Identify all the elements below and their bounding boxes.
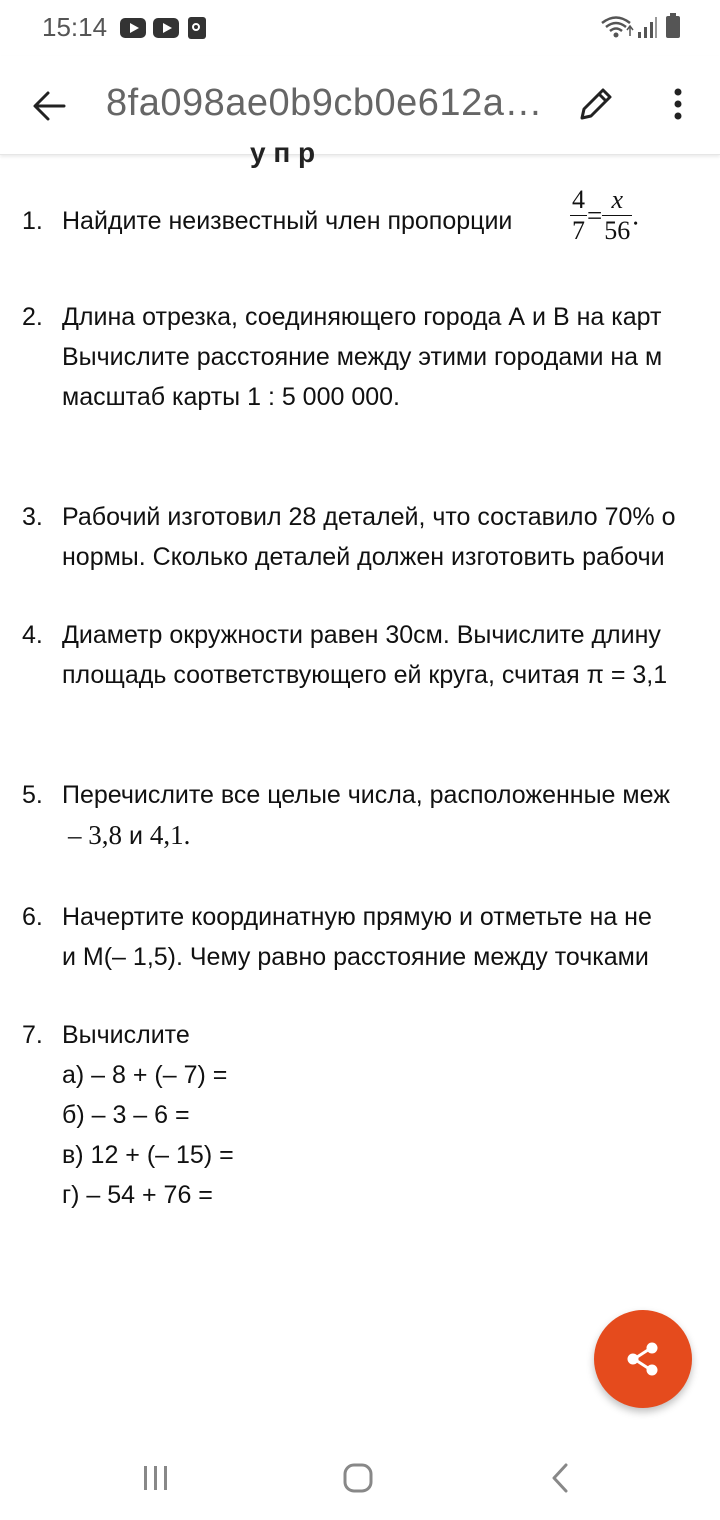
task-subitem-b: б) – 3 – 6 = — [62, 1101, 190, 1129]
task-item-4 — [0, 615, 720, 695]
task-subitem-c: в) 12 + (– 15) = — [62, 1141, 234, 1169]
status-time: 15:14 — [42, 12, 108, 42]
task-number: 5. — [22, 781, 43, 809]
system-nav-bar — [0, 1430, 720, 1520]
more-vertical-icon — [656, 82, 700, 126]
task-item-2 — [0, 297, 720, 417]
back-nav-button[interactable] — [540, 1458, 580, 1498]
cut-off-heading: у п р — [250, 137, 316, 168]
task-line: масштаб карты 1 : 5 000 000. — [62, 383, 401, 411]
task-line: Вычислите — [62, 1021, 190, 1049]
youtube-icon — [120, 18, 146, 38]
status-bar — [0, 0, 720, 56]
number-a: – 3,8 — [68, 820, 122, 850]
task-line: Перечислите все целые числа, расположенные меж — [62, 781, 670, 809]
back-button[interactable] — [28, 84, 72, 128]
task-line: Рабочий изготовил 28 деталей, что составило 70% о — [62, 503, 676, 531]
task-line: Начертите координатную прямую и отметьте на не — [62, 903, 652, 931]
task-number: 1. — [22, 207, 43, 235]
task-item-5 — [0, 775, 720, 855]
wifi-icon — [600, 14, 634, 40]
task-line: Вычислите расстояние между этими городами на м — [62, 343, 663, 371]
conjunction: и — [128, 822, 143, 850]
signal-icon — [636, 16, 658, 38]
task-number: 7. — [22, 1021, 43, 1049]
more-options-button[interactable] — [656, 82, 700, 126]
number-b: 4,1 — [149, 820, 184, 850]
home-icon — [338, 1458, 378, 1498]
task-item-7 — [0, 1015, 720, 1215]
battery-icon — [666, 16, 680, 38]
task-subitem-d: г) – 54 + 76 = — [62, 1181, 213, 1209]
back-nav-icon — [540, 1458, 580, 1498]
task-number: 6. — [22, 903, 43, 931]
arrow-left-icon — [28, 84, 72, 128]
task-number: 3. — [22, 503, 43, 531]
youtube-icon — [153, 18, 179, 38]
recent-apps-button[interactable] — [136, 1458, 176, 1498]
task-line: нормы. Сколько деталей должен изготовить рабочи — [62, 543, 665, 571]
period: . — [183, 820, 191, 850]
app-bar — [0, 56, 720, 155]
task-line: площадь соответствующего ей круга, считая π = 3,1 — [62, 661, 668, 689]
task-item-3 — [0, 497, 720, 577]
task-line: Диаметр окружности равен 30см. Вычислите длину — [62, 621, 661, 649]
task-line: и М(– 1,5). Чему равно расстояние между точками — [62, 943, 649, 971]
task-line: Длина отрезка, соединяющего города А и В на карт — [62, 303, 662, 331]
fraction-left: $\frac{4}{7}$ — [572, 185, 585, 245]
task-item-1 — [0, 185, 720, 255]
task-number: 2. — [22, 303, 43, 331]
pencil-icon — [574, 82, 618, 126]
document-title: 8fa098ae0b9cb0e612a… — [106, 82, 543, 124]
task-text: Найдите неизвестный член пропорции — [62, 207, 513, 235]
task-subitem-a: а) – 8 + (– 7) = — [62, 1061, 228, 1089]
task-line-math — [68, 815, 190, 856]
task-item-6 — [0, 897, 720, 977]
share-icon — [623, 1339, 663, 1379]
recent-apps-icon — [136, 1458, 176, 1498]
document-viewer[interactable] — [0, 137, 720, 1415]
period: . — [632, 200, 639, 231]
edit-button[interactable] — [574, 82, 618, 126]
clock-app-icon — [188, 17, 206, 39]
task-number: 4. — [22, 621, 43, 649]
share-button[interactable] — [594, 1310, 692, 1408]
equals-sign: = — [587, 200, 603, 231]
fraction-right: $\frac{x}{56}$ — [604, 185, 631, 245]
proportion-formula — [570, 185, 639, 246]
home-button[interactable] — [338, 1458, 378, 1498]
